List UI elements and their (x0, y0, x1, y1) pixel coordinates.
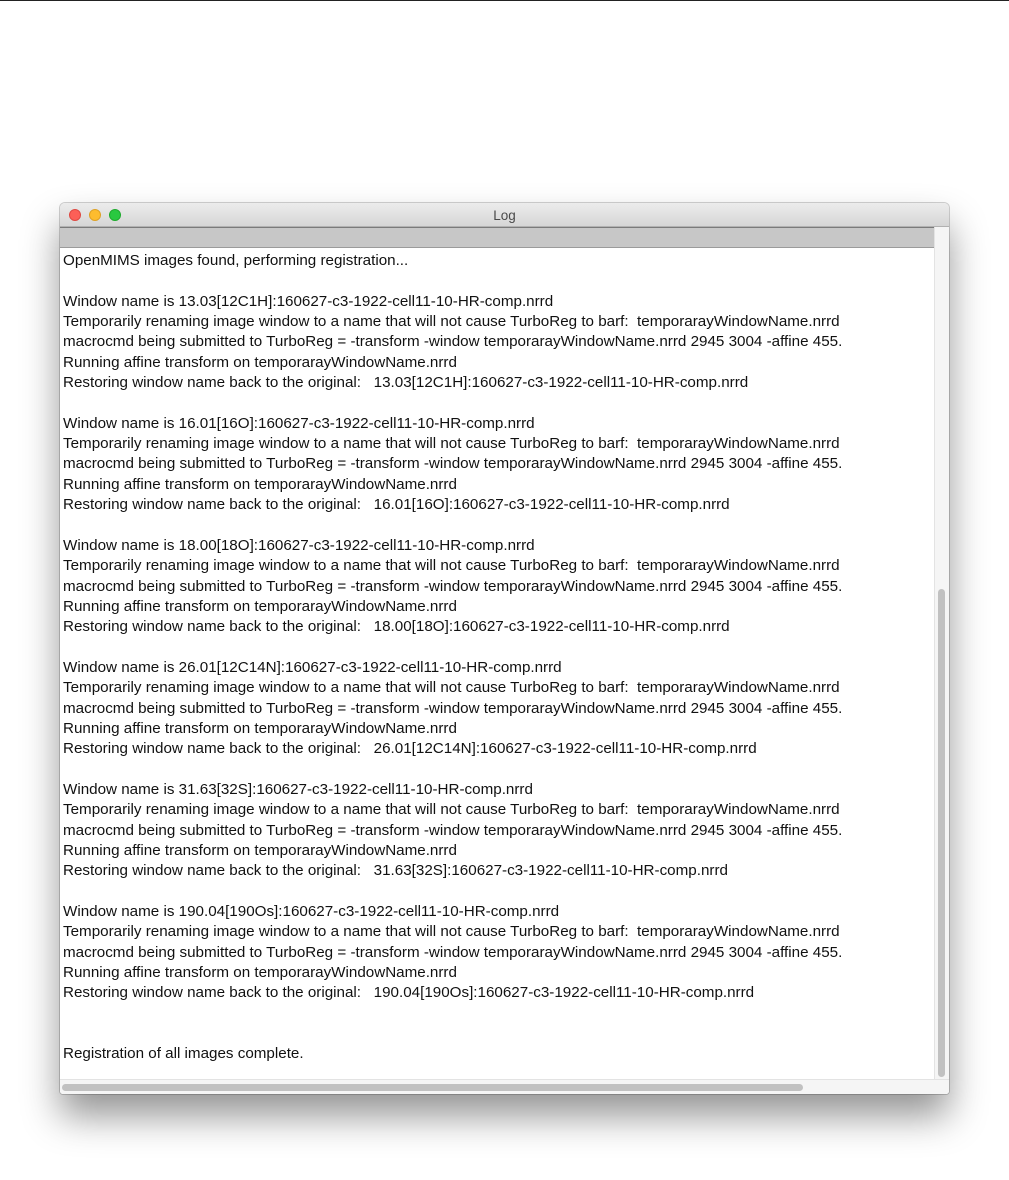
log-line: Window name is 31.63[32S]:160627-c3-1922-cell11-10-HR-comp.nrrd (63, 780, 533, 798)
top-divider-line (0, 0, 1009, 1)
log-line: macrocmd being submitted to TurboReg = -transform -window temporarayWindowName.nrrd 2945 3004 -affine 455. (63, 821, 843, 839)
log-line: Restoring window name back to the original: 18.00[18O]:160627-c3-1922-cell11-10-HR-comp.nrrd (63, 618, 730, 636)
log-line: Window name is 16.01[16O]:160627-c3-1922-cell11-10-HR-comp.nrrd (63, 414, 535, 432)
log-line: Running affine transform on temporarayWindowName.nrrd (63, 475, 457, 493)
log-line (63, 515, 842, 535)
log-line: macrocmd being submitted to TurboReg = -transform -window temporarayWindowName.nrrd 2945 3004 -affine 455. (63, 699, 843, 717)
log-line: Restoring window name back to the original: 190.04[190Os]:160627-c3-1922-cell11-10-HR-comp.nrrd (63, 984, 755, 1002)
log-line: Window name is 190.04[190Os]:160627-c3-1922-cell11-10-HR-comp.nrrd (63, 903, 560, 920)
log-line: Running affine transform on temporarayWindowName.nrrd (63, 353, 457, 371)
log-line: Temporarily renaming image window to a name that will not cause TurboReg to barf: temporarayWindowName.nrrd (63, 679, 840, 697)
log-line: macrocmd being submitted to TurboReg = -transform -window temporarayWindowName.nrrd 2945 3004 -affine 455. (63, 455, 843, 473)
log-content (60, 227, 949, 1094)
log-window (60, 203, 949, 1094)
vertical-scroll-thumb[interactable] (938, 589, 945, 1077)
horizontal-scrollbar[interactable] (60, 1079, 949, 1094)
log-line: macrocmd being submitted to TurboReg = -transform -window temporarayWindowName.nrrd 2945 3004 -affine 455. (63, 577, 843, 595)
log-line: Running affine transform on temporarayWindowName.nrrd (63, 964, 457, 982)
log-line: Temporarily renaming image window to a name that will not cause TurboReg to barf: temporarayWindowName.nrrd (63, 313, 840, 331)
log-line: Running affine transform on temporarayWindowName.nrrd (63, 719, 457, 737)
horizontal-scroll-thumb[interactable] (62, 1084, 803, 1091)
log-line (63, 1004, 842, 1024)
log-line: Temporarily renaming image window to a name that will not cause TurboReg to barf: temporarayWindowName.nrrd (63, 801, 840, 819)
log-line: Window name is 13.03[12C1H]:160627-c3-1922-cell11-10-HR-comp.nrrd (63, 292, 554, 310)
log-line (63, 760, 842, 780)
log-line: Restoring window name back to the original: 13.03[12C1H]:160627-c3-1922-cell11-10-HR-comp.nrrd (63, 374, 749, 392)
log-line: Window name is 18.00[18O]:160627-c3-1922-cell11-10-HR-comp.nrrd (63, 536, 535, 554)
log-line: Restoring window name back to the original: 26.01[12C14N]:160627-c3-1922-cell11-10-HR-comp.nrrd (63, 740, 757, 758)
title-bar[interactable] (60, 203, 949, 227)
log-line: macrocmd being submitted to TurboReg = -transform -window temporarayWindowName.nrrd 2945 3004 -affine 455. (63, 943, 843, 961)
log-line (63, 638, 842, 658)
log-line: Temporarily renaming image window to a name that will not cause TurboReg to barf: temporarayWindowName.nrrd (63, 923, 840, 941)
log-line: Window name is 26.01[12C14N]:160627-c3-1922-cell11-10-HR-comp.nrrd (63, 658, 562, 676)
log-line: Running affine transform on temporarayWindowName.nrrd (63, 841, 457, 859)
log-line: OpenMIMS images found, performing registration... (63, 252, 409, 269)
log-line (63, 393, 842, 413)
log-line: Temporarily renaming image window to a name that will not cause TurboReg to barf: temporarayWindowName.nrrd (63, 435, 840, 453)
log-line: Restoring window name back to the original: 31.63[32S]:160627-c3-1922-cell11-10-HR-comp.nrrd (63, 862, 728, 880)
log-header-strip (60, 227, 934, 248)
log-lines (63, 251, 842, 1065)
vertical-scrollbar[interactable] (934, 227, 949, 1079)
log-line: Temporarily renaming image window to a name that will not cause TurboReg to barf: temporarayWindowName.nrrd (63, 557, 840, 575)
window-title: Log (493, 208, 516, 223)
log-line (63, 882, 842, 902)
log-line: Running affine transform on temporarayWindowName.nrrd (63, 597, 457, 615)
log-line: macrocmd being submitted to TurboReg = -transform -window temporarayWindowName.nrrd 2945 3004 -affine 455. (63, 333, 843, 351)
log-line (63, 271, 842, 291)
log-text-area[interactable] (60, 248, 934, 1079)
log-line: Restoring window name back to the original: 16.01[16O]:160627-c3-1922-cell11-10-HR-comp.nrrd (63, 496, 730, 514)
log-line: Registration of all images complete. (63, 1045, 304, 1063)
log-line (63, 1024, 842, 1044)
